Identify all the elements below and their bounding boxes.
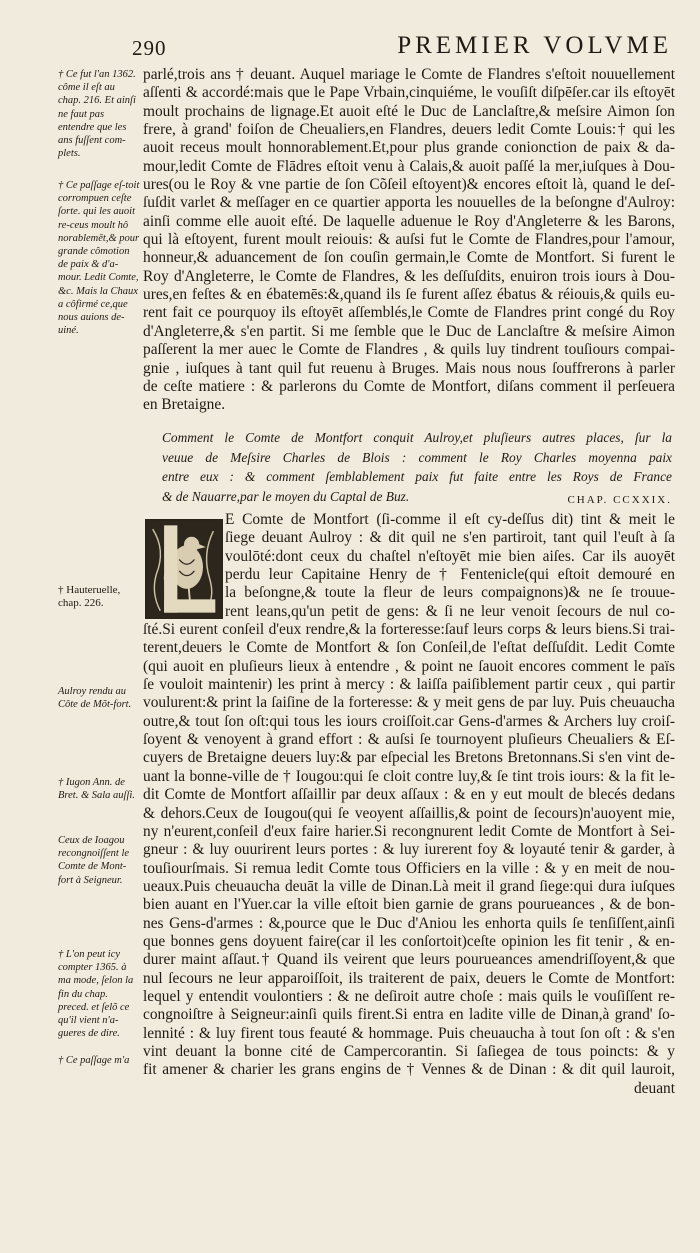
text-line: voulōté:dont ceux du chaſtel n'eſtoyēt mie bien aiſes. Car ils auoyēt [225, 547, 675, 565]
margin-note: † Iugon Ann. de Bret. & Sala auſſi. [58, 777, 135, 802]
text-line: ures,en feſtes & en ébatemēs:&,quand ils ſe furent aſſez ébatus & réiouis,& quils eu- [143, 286, 675, 304]
text-line: auoit receus moult honnorablement.Et,pour plus grande conionction de paix & da- [143, 139, 675, 157]
text-line: nul ſecours ne leur apparoiſſoit, ils traiterent de paix, deuers le Comte de Montfort: [143, 969, 675, 987]
text-line: aſſenti & accordé:mais que le Pape Vrbain,cinquiéme, le vouſiſt diſpēſer.car ils eſtoyēt [143, 84, 675, 102]
margin-note: Ceux de Ioagou recongnoiſſent le Comte de Mont-fort à Seigneur. [58, 835, 130, 886]
text-line: paſſerent la mer auec le Comte de Flandres , & quils luy tindrent touſiours compai- [143, 341, 675, 359]
text-line: moult prochains de lignage.Et auoit eſté le Duc de Lanclaſtre,& meſsire Aimon ſon [143, 102, 675, 120]
text-line: gneur : & luy ouurirent leurs portes : & luy iurerent foy & loyauté tenir & garder, à [143, 841, 675, 859]
text-line: ſiege deuant Aulroy : & dit quil ne s'en partiroit, tant quil l'euſt à ſa [225, 529, 675, 547]
margin-note: † L'on peut icy compter 1365. à ma mode, ſelon la fin du chap. preced. et ſelõ ce qu'il vient n'a-gueres de dire. [58, 949, 134, 1040]
catchword: deuant [633, 1079, 675, 1097]
text-line: & dehors.Ceux de Iougou(qui ſe veoyent aſſaillis,& point de ſecours)n'auoyent mie, [143, 804, 675, 822]
text-line: ſuſdit varlet & meſſager en ce quartier apporta les nouuelles de la beſongne d'Aulroy: [143, 194, 675, 212]
text-line: outre,& tout ſon oſt:qui tous les iours croiſſoit.car Gens-d'armes & Archers luy croiſ- [143, 712, 675, 730]
text-line: voulurent:& print la ſaiſine de la forteresse: & y meit gens de par luy. Puis cheuaucha [143, 694, 675, 712]
text-line: durer maint aſſaut.† Quand ils veirent que leurs pourueances amendriſſoyent,& que [143, 951, 675, 969]
paragraph-1 [143, 66, 675, 415]
margin-note: † Ce paſſage m'a [58, 1055, 130, 1066]
text-line: (qui auoit en pluſieurs lieux à entendre , & point ne ſauoit encores comment le païs [143, 657, 675, 675]
text-line: rent leans,qu'un petit de gens: & ſi ne leur venoit ſecours de nul co- [225, 602, 675, 620]
text-line: gnie , iuſques à tant quil fut reuenu à Bruges. Mais nous nous ſouffrerons à parler [143, 359, 675, 377]
text-line: ny n'eurent,conſeil d'eux faire harier.Si recongnurent ledit Comte de Montfort à Sei- [143, 822, 675, 840]
text-line: mour,ledit Comte de Flādres eſtoit venu à Calais,& auoit paſſé la mer,iuſques à Dou- [143, 157, 675, 175]
chapter-heading [162, 428, 672, 506]
paragraph-2 [143, 511, 675, 1098]
text-line: ueaux.Puis cheuaucha deuāt la ville de Dinan.Là meit il grand ſiege:qui dura iuſques [143, 877, 675, 895]
text-line: nes Gens-d'armes : &,pource que le Duc d'Aniou les enhorta quils ſe tenſiſſent,ainſi [143, 914, 675, 932]
text-line: de ceſte matiere : & parlerons du Comte de Montfort, diſans comment il perſeuera [143, 377, 675, 395]
heading-line: entre eux : & comment ſemblablement paix fut faite entre les Roys de France [162, 469, 672, 484]
text-line: ſoyent & venoyent à grand effort : & auſsi ſe tournoyent pluſieurs Cheualiers & Eſ- [143, 731, 675, 749]
page-number: 290 [132, 36, 167, 60]
margin-note: † Hauteruelle, chap. 226. [58, 584, 121, 610]
text-line: en Bretaigne. [143, 396, 226, 414]
text-line: rent fait ce pourquoy ils eſtoyēt aſſemblés,le Comte de Flandres print congé du Roy [143, 304, 675, 322]
text-line: E Comte de Montfort (ſi-comme il eſt cy-deſſus dit) tint & meit le [225, 511, 675, 528]
text-line: terent,deuers le Comte de Montfort & ſon Conſeil,de l'eſtat deſſuſdit. Ledit Comte [143, 639, 675, 657]
text-line: frere, à grand' foiſon de Cheualiers,en Flandres, deuers ledit Comte Louis:† qui les [143, 121, 675, 139]
text-line: ſté.Si eurent conſeil d'eux rendre,& la forteresse:ſauf leurs corps & leurs biens.Si trai- [143, 621, 675, 639]
text-line: vint deuant la bonne cité de Campercorantin. Si ſaſiegea de tous poincts: & y [143, 1042, 675, 1060]
text-line: dit Comte de Montfort aſſaillir par deux aſſaux : & en y eut moult de blecés dedans [143, 786, 675, 804]
text-line: d'Angleterre,& s'en partit. Si me ſemble que le Duc de Lanclaſtre & meſsire Aimon [143, 322, 675, 340]
text-line: honneur,& aduancement de ſon couſin germain,le Comte de Montfort. Si furent le [143, 249, 675, 267]
margin-note: † Ce paſſage eſ-toit corrompuen ceſte ſorte. qui les auoit re-ceus moult hô norablemēt,& pour grande cômotion de paix & d'a-mour. Ledit Comte, &c. Mais la Chaux a côfirmé ce,que nous auions de-uiné. [58, 180, 140, 337]
text-line: parlé,trois ans † deuant. Auquel mariage le Comte de Flandres s'eſtoit nouuellement [143, 66, 675, 83]
page-header [132, 32, 672, 62]
text-line: cuyers de Bretaigne deuers luy:& par eſpecial les Bretons Bretonnans.Si s'en vint de- [143, 749, 675, 767]
text-line: lequel y entendit voulontiers : & ne deſiroit autre choſe : mais quils le vouſiſſent re- [143, 987, 675, 1005]
text-line: ainſi comme elle auoit eſté. De laquelle aduenue le Roy d'Angleterre & les Barons, [143, 212, 675, 230]
text-line: bien auant en l'Yuer.car la ville eſtoit bien garnie de grans pourueances , & de bon- [143, 896, 675, 914]
text-line: congnoiſtre à Seigneur:ainſi quils firent.Si entra en ladite ville de Dinan,à grand' ſo- [143, 1006, 675, 1024]
margin-note: Aulroy rendu au Côte de Mõt-fort. [58, 686, 132, 711]
heading-line: & de Nauarre,par le moyen du Captal de Buz. [162, 488, 410, 504]
text-line: touſiourſmais. Si remua ledit Comte tous Officiers en la ville : & y en meit de nou- [143, 859, 675, 877]
margin-notes [58, 68, 140, 1168]
text-line: la beſongne,& toute la fleur de leurs compaignons)& ne ſe trouue- [225, 584, 675, 602]
chapter-label: CHAP. CCXXIX. [567, 494, 672, 506]
text-line: Roy d'Angleterre, le Comte de Flandres, & les deſſuſdits, enuiron trois iours à Dou- [143, 267, 675, 285]
text-line: qui là eſtoyent, furent moult reiouis: & auſsi fut le Comte de Flandres,pour l'amour, [143, 231, 675, 249]
text-line: ſe vouloit maintenir) les print à mercy : & laiſſa paiſiblement partir ceux , qui partir [143, 676, 675, 694]
text-line: ures(ou le Roy & vne partie de ſon Cõſeil eſtoyent)& encores eſtoit là, quand le deſ- [143, 176, 675, 194]
text-line: que bonnes gens doyuent faire(car il les conſortoit)ceſte opinion les fit tenir , & en- [143, 932, 675, 950]
heading-line: veuue de Meſsire Charles de Blois : comment le Roy Charles moyenna paix [162, 449, 672, 465]
text-line: uant la bonne-ville de † Iougou:qui ſe cloit contre luy,& ſe tint trois iours: & la fit le- [143, 767, 675, 785]
heading-line: Comment le Comte de Montfort conquit Aulroy,et pluſieurs autres places, ſur la [162, 430, 672, 445]
margin-note: † Ce fut l'an 1362. côme il eſt au chap. 216. Et ainſi ne faut pas entendre que les ans fuſſent com-plets. [58, 69, 136, 160]
text-line: lennité : & luy firent tous feauté & hommage. Puis cheuaucha à tout ſon oſt : & s'en [143, 1024, 675, 1042]
text-line: perdu leur Capitaine Henry de † Fentenicle(qui eſtoit demouré en [225, 566, 675, 584]
text-line: fit amener & charier les grans engins de † Vennes & de Dinan : & dit quil lauroit, [143, 1061, 675, 1079]
running-title: PREMIER VOLVME [397, 32, 672, 59]
